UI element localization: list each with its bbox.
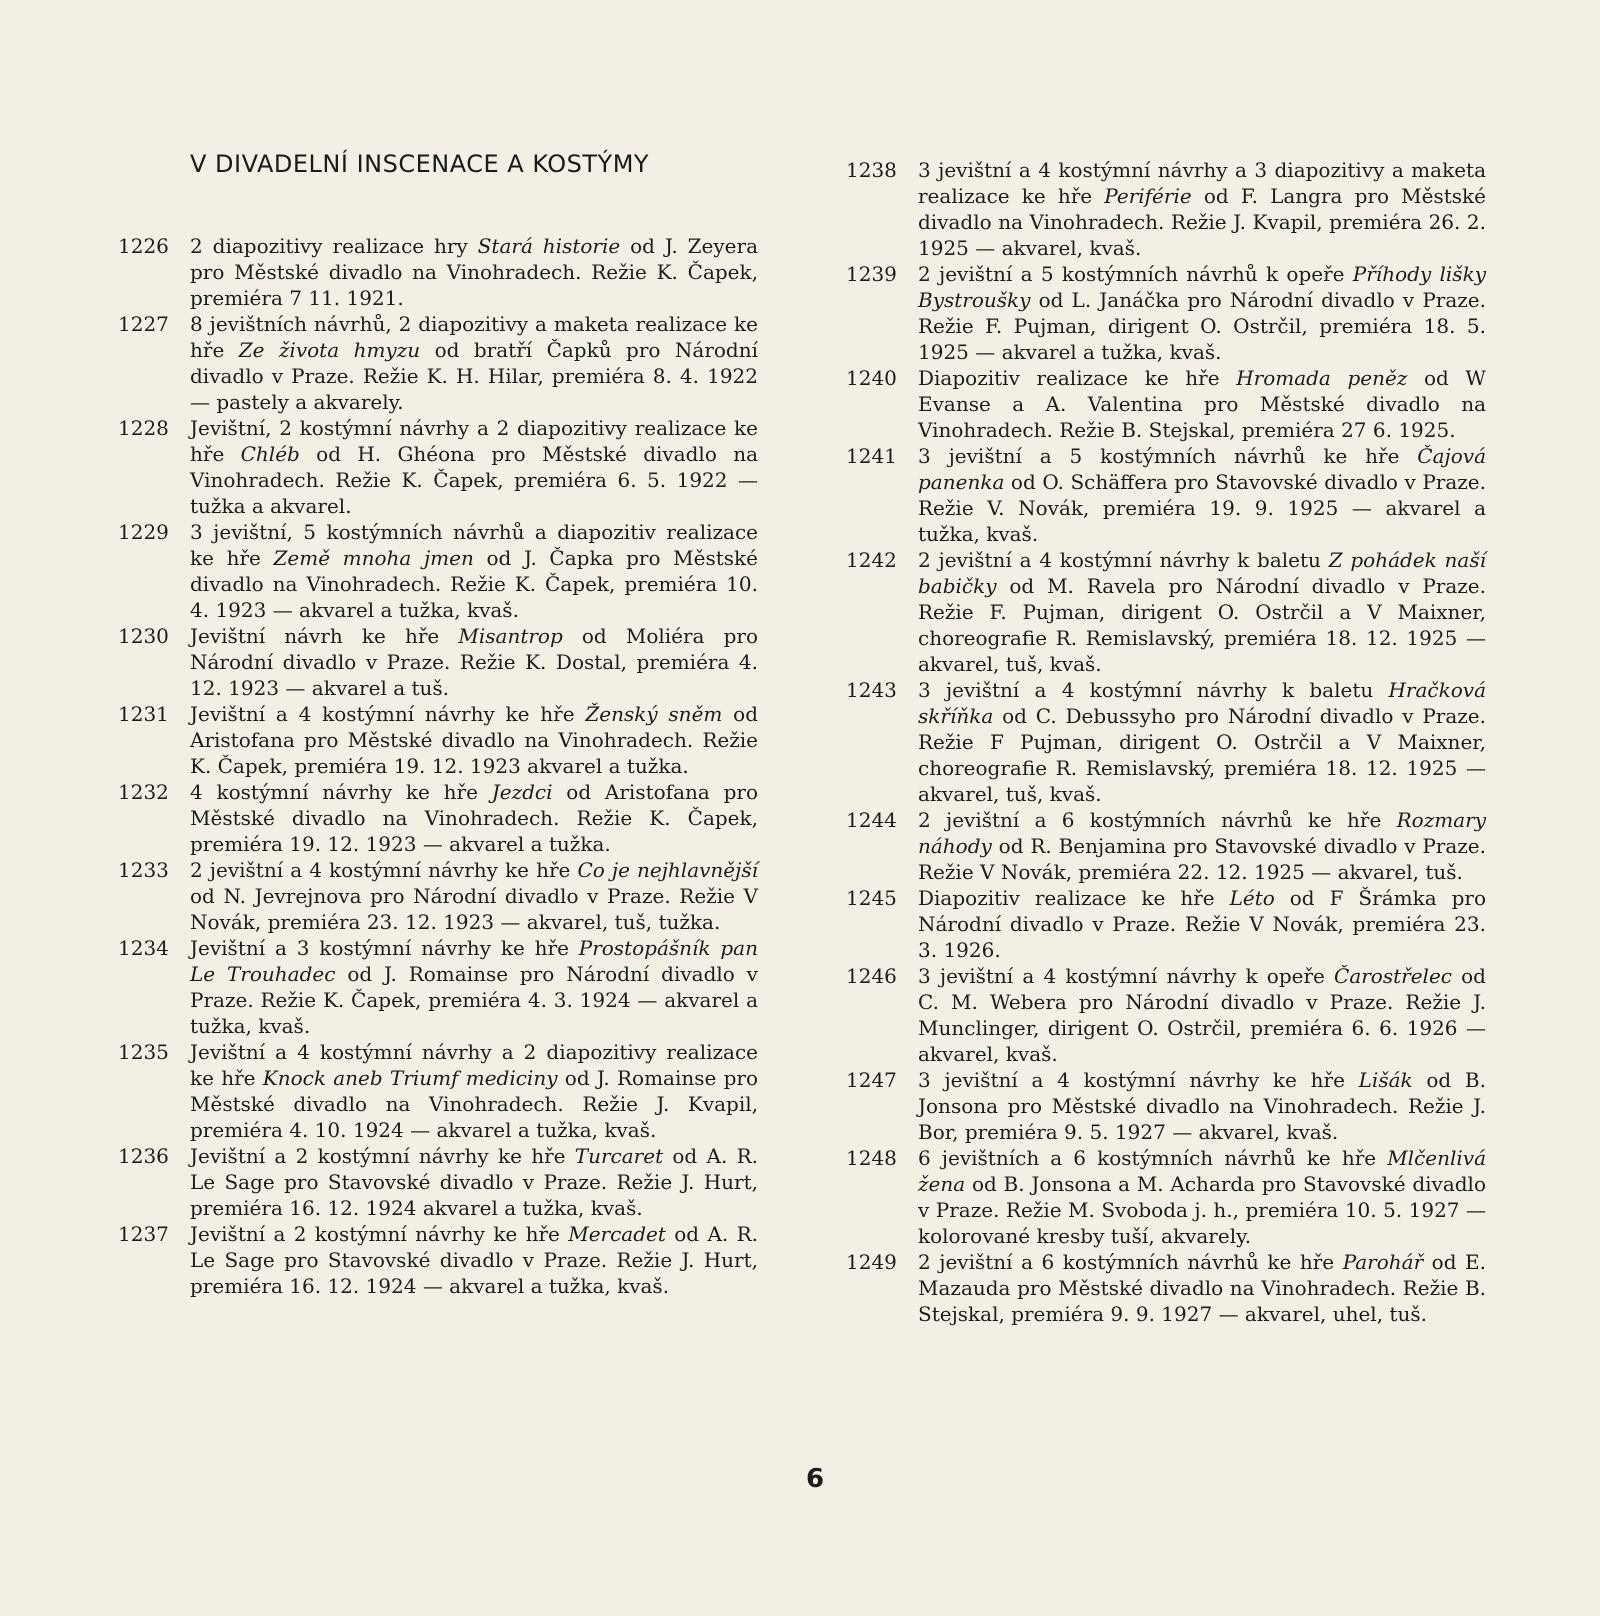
entry-number: 1231 — [118, 702, 169, 726]
entry-description — [918, 963, 1486, 1067]
entry-text: 3 jevištní a 4 kostýmní návrhy k baletu — [918, 678, 1389, 702]
work-title: Jezdci — [491, 780, 553, 804]
entry-description — [190, 415, 758, 519]
entry-text: od B. Jonsona pro Městské divadlo na Vinohradech. Režie J. Bor, premiéra 9. 5. 1927 — akvarel, kvaš. — [918, 1068, 1486, 1144]
entry-description — [918, 443, 1486, 547]
entry-description — [918, 807, 1486, 885]
entry-number: 1249 — [846, 1250, 897, 1274]
work-title: Ze života hmyzu — [238, 338, 421, 362]
catalogue-entry — [118, 519, 758, 623]
entry-number: 1233 — [118, 858, 169, 882]
entry-description — [918, 261, 1486, 365]
work-title: Čarostřelec — [1334, 964, 1452, 988]
entry-text: od A. R. Le Sage pro Stavovské divadlo v Praze. Režie J. Hurt, premiéra 16. 12. 1924 — akvarel a tužka, kvaš. — [190, 1222, 758, 1298]
entry-number: 1235 — [118, 1040, 169, 1064]
left-column — [118, 233, 758, 1299]
entry-number: 1240 — [846, 366, 897, 390]
page-number: 6 — [806, 1464, 825, 1494]
work-title: Hračková skříňka — [918, 678, 1486, 728]
entry-text: od Moliéra pro Národní divadlo v Praze. Režie K. Dostal, premiéra 4. 12. 1923 — akvarel a tuš. — [190, 624, 758, 700]
entry-text: od C. M. Webera pro Národní divadlo v Praze. Režie J. Munclinger, dirigent O. Ostrčil, premiéra 6. 6. 1926 — akvarel, kvaš. — [918, 964, 1486, 1066]
entry-number: 1248 — [846, 1146, 897, 1170]
entry-number: 1238 — [846, 158, 897, 182]
entry-description — [190, 935, 758, 1039]
entry-number: 1228 — [118, 416, 169, 440]
entry-text: od Aristofana pro Městské divadlo na Vinohradech. Režie K. Čapek, premiéra 19. 12. 1923 akvarel a tužka. — [190, 702, 759, 778]
entry-text: od B. Jonsona a M. Acharda pro Stavovské divadlo v Praze. Režie M. Svoboda j. h., premiéra 10. 5. 1927 — kolorované kresby tuší, akvarely. — [918, 1172, 1486, 1248]
catalogue-entry — [118, 623, 758, 701]
entry-text: Jevištní, 2 kostýmní návrhy a 2 diapozitivy realizace ke hře — [190, 416, 758, 466]
entry-text: 3 jevištní a 5 kostýmních návrhů ke hře — [918, 444, 1418, 468]
entry-text: od J. Čapka pro Městské divadlo na Vinohradech. Režie K. Čapek, premiéra 10. 4. 1923 — akvarel a tužka, kvaš. — [190, 546, 759, 622]
entry-number: 1245 — [846, 886, 897, 910]
entry-text: 2 jevištní a 4 kostýmní návrhy ke hře — [190, 858, 578, 882]
work-title: Knock aneb Triumf mediciny — [262, 1066, 558, 1090]
work-title: Periférie — [1104, 184, 1192, 208]
entry-description — [918, 157, 1486, 261]
entry-description — [190, 519, 758, 623]
entry-text: Jevištní a 3 kostýmní návrhy ke hře — [190, 936, 579, 960]
entry-description — [918, 677, 1486, 807]
entry-text: od J. Romainse pro Národní divadlo v Praze. Režie K. Čapek, premiéra 4. 3. 1924 — akvarel a tužka, kvaš. — [190, 962, 758, 1038]
entry-number: 1229 — [118, 520, 169, 544]
entry-number: 1241 — [846, 444, 897, 468]
entry-text: 2 jevištní a 6 kostýmních návrhů ke hře — [918, 1250, 1343, 1274]
entry-number: 1236 — [118, 1144, 169, 1168]
catalogue-entry — [118, 1221, 758, 1299]
work-title: Chléb — [240, 442, 300, 466]
entry-description — [190, 779, 758, 857]
entry-number: 1244 — [846, 808, 897, 832]
entry-text: od M. Ravela pro Národní divadlo v Praze. Režie F. Pujman, dirigent O. Ostrčil a V Maixner, choreografie R. Remislavský, premiéra 18. 12. 1925 — akvarel, tuš, kvaš. — [918, 574, 1486, 676]
catalogue-entry — [846, 885, 1486, 963]
catalogue-entry — [118, 935, 758, 1039]
entry-text: Jevištní návrh ke hře — [190, 624, 459, 648]
entry-text: 2 jevištní a 5 kostýmních návrhů k opeře — [918, 262, 1353, 286]
entry-number: 1230 — [118, 624, 169, 648]
entry-number: 1246 — [846, 964, 897, 988]
catalogue-entry — [118, 311, 758, 415]
entry-text: 2 jevištní a 6 kostýmních návrhů ke hře — [918, 808, 1397, 832]
work-title: Čajová panenka — [918, 444, 1486, 494]
work-title: Ženský sněm — [585, 702, 723, 726]
entry-text: od E. Mazauda pro Městské divadlo na Vinohradech. Režie B. Stejskal, premiéra 9. 9. 1927 — akvarel, uhel, tuš. — [918, 1250, 1487, 1326]
work-title: Prostopášník pan Le Trouhadec — [190, 936, 758, 986]
entry-text: 2 jevištní a 4 kostýmní návrhy k baletu — [918, 548, 1329, 572]
work-title: Lišák — [1358, 1068, 1413, 1092]
work-title: Mlčenlivá žena — [918, 1146, 1486, 1196]
work-title: Misantrop — [458, 624, 563, 648]
catalogue-entry — [118, 233, 758, 311]
entry-text: od W Evanse a A. Valentina pro Městské divadlo na Vinohradech. Režie B. Stejskal, premiéra 27 6. 1925. — [918, 366, 1486, 442]
entry-number: 1239 — [846, 262, 897, 286]
entry-text: 6 jevištních a 6 kostýmních návrhů ke hře — [918, 1146, 1388, 1170]
entry-text: 3 jevištní a 4 kostýmní návrhy ke hře — [918, 1068, 1359, 1092]
entry-text: od N. Jevrejnova pro Národní divadlo v Praze. Režie V Novák, premiéra 23. 12. 1923 — akvarel, tuš, tužka. — [190, 884, 758, 934]
entry-number: 1232 — [118, 780, 169, 804]
entry-number: 1237 — [118, 1222, 169, 1246]
catalogue-entry — [846, 261, 1486, 365]
catalogue-entry — [846, 1249, 1486, 1327]
work-title: Hromada peněz — [1236, 366, 1408, 390]
entry-description — [190, 1221, 758, 1299]
catalogue-entry — [118, 701, 758, 779]
entry-text: od F Šrámka pro Národní divadlo v Praze. Režie V Novák, premiéra 23. 3. 1926. — [918, 886, 1486, 962]
entry-text: od A. R. Le Sage pro Stavovské divadlo v Praze. Režie J. Hurt, premiéra 16. 12. 1924 akvarel a tužka, kvaš. — [190, 1144, 758, 1220]
entry-text: 4 kostýmní návrhy ke hře — [190, 780, 492, 804]
entry-text: Diapozitiv realizace ke hře — [918, 886, 1230, 910]
entry-text: od J. Zeyera pro Městské divadlo na Vinohradech. Režie K. Čapek, premiéra 7 11. 1921. — [190, 234, 758, 310]
entry-description — [190, 311, 758, 415]
entry-text: 8 jevištních návrhů, 2 diapozitivy a maketa realizace ke hře — [190, 312, 758, 362]
work-title: Mercadet — [568, 1222, 666, 1246]
entry-description — [190, 701, 758, 779]
entry-description — [190, 857, 758, 935]
entry-description — [918, 1067, 1486, 1145]
work-title: Rozmary náhody — [918, 808, 1486, 858]
entry-text: od J. Romainse pro Městské divadlo na Vinohradech. Režie J. Kvapil, premiéra 4. 10. 1924 — akvarel a tužka, kvaš. — [190, 1066, 758, 1142]
entry-text: od L. Janáčka pro Národní divadlo v Praze. Režie F. Pujman, dirigent O. Ostrčil, premiéra 18. 5. 1925 — akvarel a tužka, kvaš. — [918, 288, 1486, 364]
entry-description — [918, 365, 1486, 443]
entry-text: Jevištní a 2 kostýmní návrhy ke hře — [190, 1222, 569, 1246]
entry-description — [190, 1039, 758, 1143]
entry-text: Jevištní a 4 kostýmní návrhy ke hře — [190, 702, 586, 726]
entry-description — [918, 547, 1486, 677]
catalogue-entry — [846, 365, 1486, 443]
catalogue-entry — [846, 963, 1486, 1067]
entry-text: od O. Schäffera pro Stavovské divadlo v Praze. Režie V. Novák, premiéra 19. 9. 1925 — akvarel a tužka, kvaš. — [918, 470, 1486, 546]
entry-description — [190, 623, 758, 701]
entry-number: 1242 — [846, 548, 897, 572]
work-title: Turcaret — [574, 1144, 664, 1168]
entry-text: 3 jevištní a 4 kostýmní návrhy k opeře — [918, 964, 1335, 988]
entry-text: od H. Ghéona pro Městské divadlo na Vinohradech. Režie K. Čapek, premiéra 6. 5. 1922 — tužka a akvarel. — [190, 442, 758, 518]
catalogue-entry — [118, 415, 758, 519]
entry-number: 1247 — [846, 1068, 897, 1092]
work-title: Co je nejhlavnější — [577, 858, 759, 882]
catalogue-entry — [846, 547, 1486, 677]
catalogue-entry — [846, 677, 1486, 807]
entry-text: od Aristofana pro Městské divadlo na Vinohradech. Režie K. Čapek, premiéra 19. 12. 1923 — akvarel a tužka. — [190, 780, 758, 856]
entry-number: 1227 — [118, 312, 169, 336]
catalogue-entry — [846, 1067, 1486, 1145]
entry-text: od bratří Čapků pro Národní divadlo v Praze. Režie K. H. Hilar, premiéra 8. 4. 1922 — pastely a akvarely. — [190, 338, 759, 414]
work-title: Příhody lišky Bystroušky — [918, 262, 1486, 312]
entry-text: od F. Langra pro Městské divadlo na Vinohradech. Režie J. Kvapil, premiéra 26. 2. 1925 — akvarel, kvaš. — [918, 184, 1486, 260]
catalogue-entry — [118, 1143, 758, 1221]
work-title: Léto — [1229, 886, 1275, 910]
work-title: Parohář — [1342, 1250, 1424, 1274]
entry-text: od C. Debussyho pro Národní divadlo v Praze. Režie F Pujman, dirigent O. Ostrčil a V Maixner, choreografie R. Remislavský, premiéra 18. 12. 1925 — akvarel, tuš, kvaš. — [918, 704, 1486, 806]
entry-description — [190, 1143, 758, 1221]
entry-number: 1243 — [846, 678, 897, 702]
entry-number: 1226 — [118, 234, 169, 258]
catalogue-entry — [118, 1039, 758, 1143]
entry-description — [918, 885, 1486, 963]
entry-description — [918, 1145, 1486, 1249]
entry-text: 3 jevištní a 4 kostýmní návrhy a 3 diapozitivy a maketa realizace ke hře — [918, 158, 1486, 208]
catalogue-entry — [846, 157, 1486, 261]
catalogue-entry — [118, 779, 758, 857]
catalogue-entry — [846, 443, 1486, 547]
catalogue-entry — [846, 807, 1486, 885]
right-column — [846, 157, 1486, 1327]
entry-text: 3 jevištní, 5 kostýmních návrhů a diapozitiv realizace ke hře — [190, 520, 758, 570]
entry-text: 2 diapozitivy realizace hry — [190, 234, 478, 258]
section-title: V DIVADELNÍ INSCENACE A KOSTÝMY — [190, 150, 650, 178]
work-title: Z pohádek naší babičky — [918, 548, 1486, 598]
entry-text: Diapozitiv realizace ke hře — [918, 366, 1237, 390]
work-title: Stará historie — [477, 234, 621, 258]
entry-text: od R. Benjamina pro Stavovské divadlo v Praze. Režie V Novák, premiéra 22. 12. 1925 — akvarel, tuš. — [918, 834, 1486, 884]
entry-text: Jevištní a 2 kostýmní návrhy ke hře — [190, 1144, 575, 1168]
entry-description — [918, 1249, 1486, 1327]
work-title: Země mnoha jmen — [273, 546, 474, 570]
catalogue-entry — [846, 1145, 1486, 1249]
catalogue-entry — [118, 857, 758, 935]
entry-number: 1234 — [118, 936, 169, 960]
entry-text: Jevištní a 4 kostýmní návrhy a 2 diapozitivy realizace ke hře — [190, 1040, 758, 1090]
entry-description — [190, 233, 758, 311]
